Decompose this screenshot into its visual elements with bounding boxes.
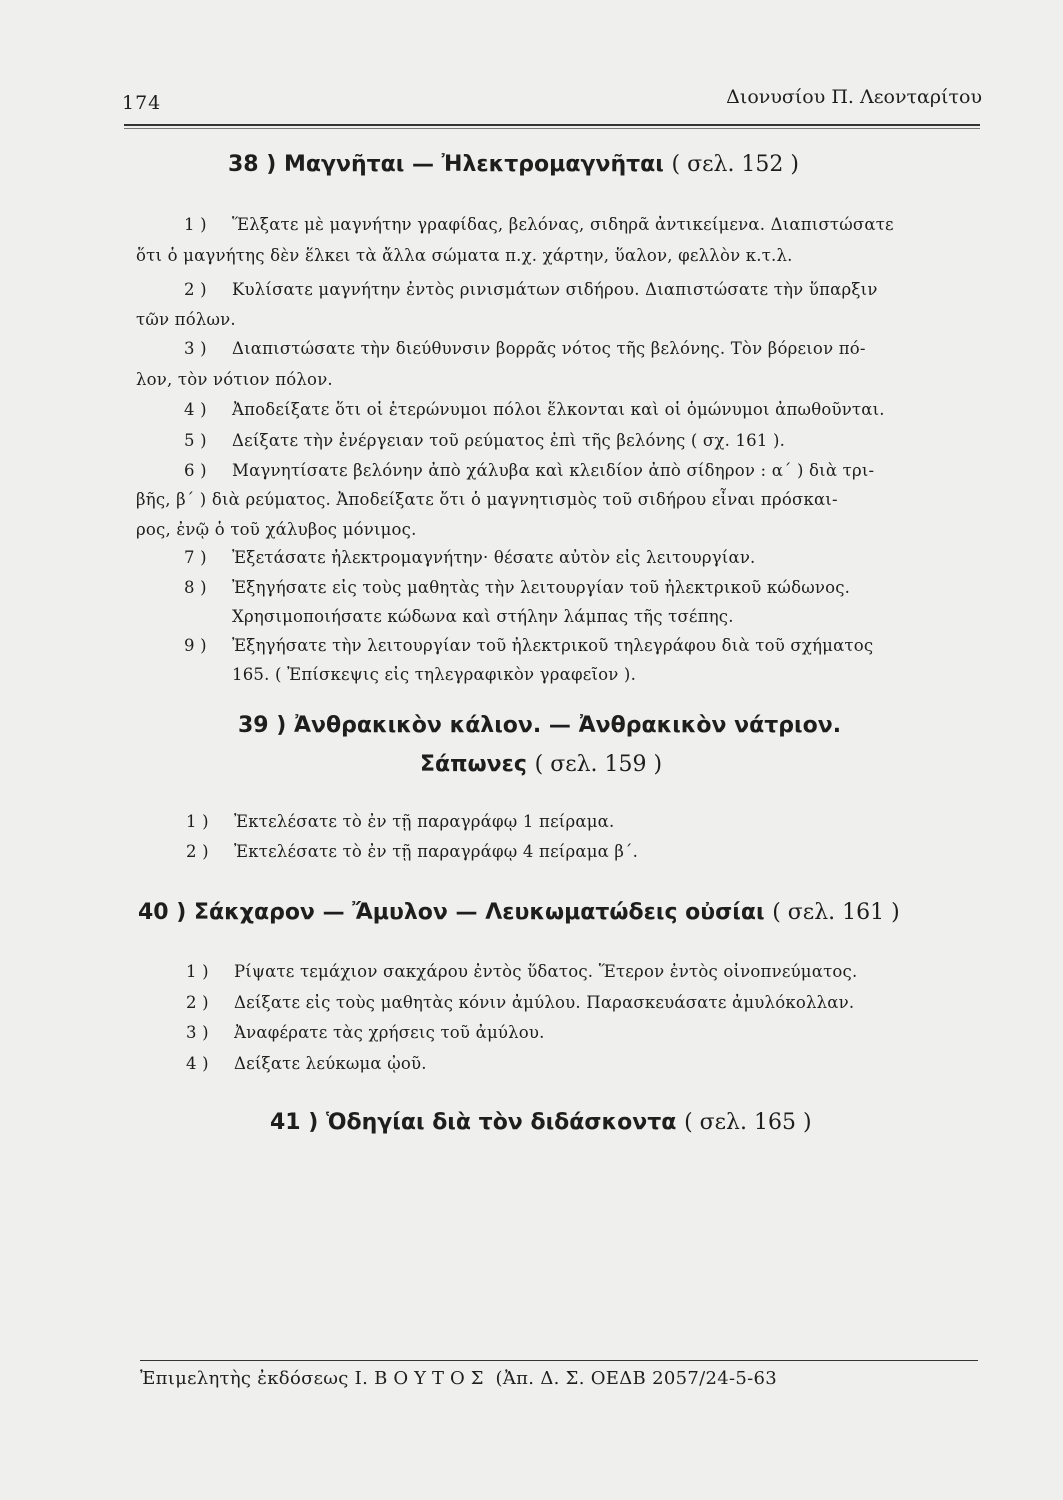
list-item: 3 ) Ἀναφέρατε τὰς χρήσεις τοῦ ἀμύλου. [186,1023,545,1042]
list-item-continuation: ὅτι ὁ μαγνήτης δὲν ἕλκει τὰ ἄλλα σώματα π.χ. χάρτην, ὕαλον, φελλὸν κ.τ.λ. [136,246,793,265]
section-38-page-ref: ( σελ. 152 ) [671,152,800,177]
list-item-continuation: ρος, ἐνῷ ὁ τοῦ χάλυβος μόνιμος. [136,520,417,539]
list-item: 4 ) Δείξατε λεύκωμα ᾠοῦ. [186,1054,427,1073]
section-39-title: 39 ) Ἀνθρακικὸν κάλιον. — Ἀνθρακικὸν νάτριον. [238,713,842,738]
colophon-prefix: Ἐπιμελητὴς ἐκδόσεως Ι. [140,1368,369,1389]
list-item: 9 ) Ἐξηγήσατε τὴν λειτουργίαν τοῦ ἠλεκτρικοῦ τηλεγράφου διὰ τοῦ σχήματος [184,636,874,655]
running-head [122,82,982,122]
list-item: 6 ) Μαγνητίσατε βελόνην ἀπὸ χάλυβα καὶ κλειδίον ἀπὸ σίδηρον : α΄ ) διὰ τρι- [184,461,875,480]
section-38-heading [228,152,799,177]
section-41-title: 41 ) Ὁδηγίαι διὰ τὸν διδάσκοντα [270,1110,677,1135]
list-item: 2 ) Δείξατε εἰς τοὺς μαθητὰς κόνιν ἀμύλου. Παρασκευάσατε ἀμυλόκολλαν. [186,993,855,1012]
section-38-title: 38 ) Μαγνῆται — Ἠλεκτρομαγνῆται [228,152,664,177]
list-item-continuation: 165. ( Ἐπίσκεψις εἰς τηλεγραφικὸν γραφεῖον ). [232,665,637,684]
header-rule [124,124,980,126]
section-40-heading [138,900,900,925]
section-39-heading [238,713,841,738]
list-item: 5 ) Δείξατε τὴν ἐνέργειαν τοῦ ρεύματος ἐπὶ τῆς βελόνης ( σχ. 161 ). [184,431,786,450]
colophon-suffix: (Ἀπ. Δ. Σ. ΟΕΔΒ 2057/24-5-63 [495,1368,777,1389]
footer-rule [140,1360,978,1361]
list-item-continuation: βῆς, β΄ ) διὰ ρεύματος. Ἀποδείξατε ὅτι ὁ μαγνητισμὸς τοῦ σιδήρου εἶναι πρόσκαι- [136,490,838,509]
section-39-heading-line2 [420,752,662,777]
list-item-continuation: τῶν πόλων. [136,310,236,329]
list-item: 1 ) Ρίψατε τεμάχιον σακχάρου ἐντὸς ὕδατος. Ἕτερον ἐντὸς οἰνοπνεύματος. [186,962,858,981]
section-41-page-ref: ( σελ. 165 ) [684,1110,812,1135]
section-40-title: 40 ) Σάκχαρον — Ἄμυλον — Λευκωματώδεις οὐσίαι [138,900,765,925]
list-item: 4 ) Ἀποδείξατε ὅτι οἱ ἑτερώνυμοι πόλοι ἕλκονται καὶ οἱ ὁμώνυμοι ἀπωθοῦνται. [184,400,885,419]
running-head-author: Διονυσίου Π. Λεονταρίτου [726,86,982,108]
list-item: 7 ) Ἐξετάσατε ἠλεκτρομαγνήτην· θέσατε αὐτὸν εἰς λειτουργίαν. [184,548,756,567]
section-39-page-ref: ( σελ. 159 ) [534,752,663,777]
list-item: 1 ) Ἐκτελέσατε τὸ ἐν τῇ παραγράφῳ 1 πείραμα. [186,812,615,831]
page-number: 174 [122,92,162,114]
section-39-title-2: Σάπωνες [420,752,527,777]
list-item-continuation: λον, τὸν νότιον πόλον. [136,370,333,389]
colophon [140,1368,777,1389]
list-item-continuation: Χρησιμοποιήσατε κώδωνα καὶ στήλην λάμπας τῆς τσέπης. [232,607,734,626]
list-item: 8 ) Ἐξηγήσατε εἰς τοὺς μαθητὰς τὴν λειτουργίαν τοῦ ἠλεκτρικοῦ κώδωνος. [184,578,851,597]
list-item: 2 ) Ἐκτελέσατε τὸ ἐν τῇ παραγράφῳ 4 πείραμα β΄. [186,842,639,861]
colophon-name: ΒΟΥΤΟΣ [374,1368,490,1389]
section-41-heading [270,1110,812,1135]
list-item: 3 ) Διαπιστώσατε τὴν διεύθυνσιν βορρᾶς νότος τῆς βελόνης. Τὸν βόρειον πό- [184,339,866,358]
list-item: 1 ) Ἕλξατε μὲ μαγνήτην γραφίδας, βελόνας, σιδηρᾶ ἀντικείμενα. Διαπιστώσατε [184,215,894,234]
header-rule-thin [124,128,980,129]
list-item: 2 ) Κυλίσατε μαγνήτην ἐντὸς ρινισμάτων σιδήρου. Διαπιστώσατε τὴν ὕπαρξιν [184,280,878,299]
section-40-page-ref: ( σελ. 161 ) [772,900,900,925]
